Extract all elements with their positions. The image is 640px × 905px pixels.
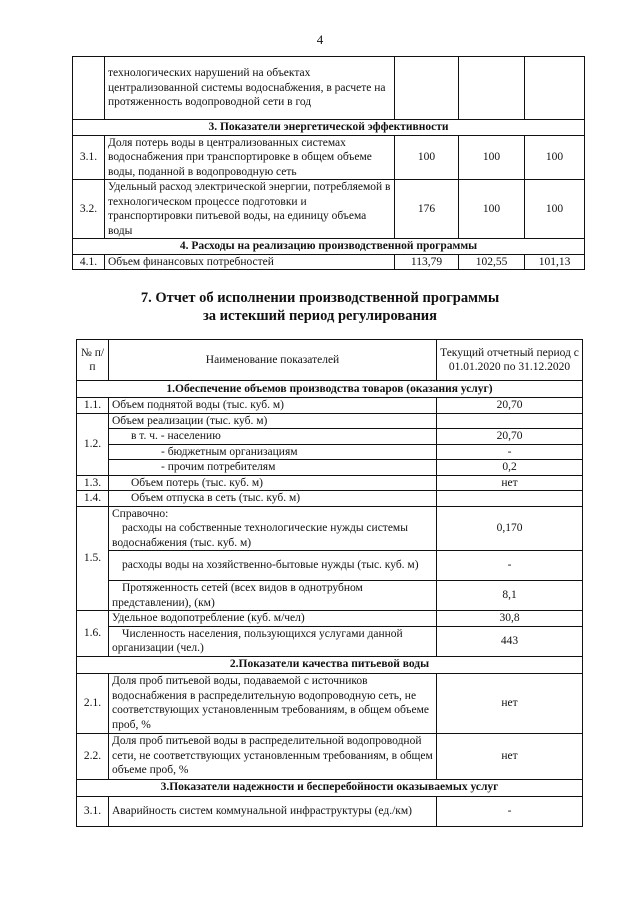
row-number: 1.2. [77,413,109,475]
indicator-name: Объем реализации (тыс. куб. м) [109,413,437,429]
value-cell: 102,55 [459,254,525,270]
indicator-name: Объем отпуска в сеть (тыс. куб. м) [109,491,437,507]
indicator-name: Численность населения, пользующихся услугами данной организации (чел.) [109,626,437,656]
section-title: 3. Показатели энергетической эффективности [73,120,585,136]
value-cell: 101,13 [525,254,585,270]
header-number: № п/п [77,340,109,381]
section-row [73,239,585,255]
value-cell: - [437,444,583,460]
table-row [77,491,583,507]
table-row [77,796,583,826]
indicator-name [109,506,437,551]
table-row [77,429,583,445]
top-table [72,56,585,270]
value-cell: нет [437,733,583,779]
indicator-name: Удельный расход электрической энергии, потребляемой в технологическом процессе подготовки и транспортировки питьевой воды, на единицу объема воды [105,180,395,239]
table-row [77,413,583,429]
value-cell: 20,70 [437,398,583,414]
report-table [76,339,583,827]
value-cell [395,57,459,120]
value-cell: 113,79 [395,254,459,270]
indicator-name: - прочим потребителям [109,460,437,476]
row-number: 3.1. [77,796,109,826]
indicator-name: в т. ч. - населению [109,429,437,445]
value-cell: 100 [525,180,585,239]
table-row [77,444,583,460]
reference-label: Справочно: [112,507,169,520]
page-number: 4 [316,32,324,47]
header-period: Текущий отчетный период с 01.01.2020 по 31.12.2020 [437,340,583,381]
value-cell [525,57,585,120]
sub-indicator: расходы на собственные технологические нужды системы водоснабжения (тыс. куб. м) [112,522,408,549]
indicator-name: Доля потерь воды в централизованных системах водоснабжения при транспортировке в общем объеме воды, поданной в водопроводную сеть [105,135,395,180]
table-row [77,460,583,476]
table-row [77,611,583,627]
section-row [73,120,585,136]
indicator-name: Объем поднятой воды (тыс. куб. м) [109,398,437,414]
indicator-name: Аварийность систем коммунальной инфраструктуры (ед./км) [109,796,437,826]
value-cell: нет [437,673,583,733]
table-row [77,551,583,581]
value-cell: 100 [459,180,525,239]
value-cell: 100 [395,135,459,180]
indicator-name: расходы воды на хозяйственно-бытовые нужды (тыс. куб. м) [109,551,437,581]
indicator-name: Удельное водопотребление (куб. м/чел) [109,611,437,627]
header-name: Наименование показателей [109,340,437,381]
row-number: 1.6. [77,611,109,657]
indicator-name: Протяженность сетей (всех видов в однотрубном представлении), (км) [109,581,437,611]
row-number: 1.3. [77,475,109,491]
table-row [77,581,583,611]
row-number: 3.1. [73,135,105,180]
header-row [77,340,583,381]
table-row [77,733,583,779]
table-row [77,673,583,733]
section-row [77,779,583,796]
table-row [77,506,583,551]
row-number: 4.1. [73,254,105,270]
section-title: 3.Показатели надежности и бесперебойности оказываемых услуг [77,779,583,796]
table-row [73,180,585,239]
value-cell [437,491,583,507]
indicator-name: технологических нарушений на объектах централизованной системы водоснабжения, в расчете на протяженность водопроводной сети в год [105,57,395,120]
value-cell: 30,8 [437,611,583,627]
section-title: 4. Расходы на реализацию производственной программы [73,239,585,255]
value-cell [459,57,525,120]
indicator-name: Объем финансовых потребностей [105,254,395,270]
row-number: 3.2. [73,180,105,239]
section-7-title: 7. Отчет об исполнении производственной программы [140,290,500,306]
row-number: 1.4. [77,491,109,507]
section-row [77,381,583,398]
section-row [77,656,583,673]
table-row [73,57,585,120]
table-row [77,626,583,656]
value-cell: - [437,796,583,826]
value-cell: 20,70 [437,429,583,445]
table-row [73,254,585,270]
value-cell: 100 [459,135,525,180]
value-cell: нет [437,475,583,491]
indicator-name: Доля проб питьевой воды, подаваемой с источников водоснабжения в распределительную водопроводную сеть, не соответствующих установленным требованиям, в общем объеме проб, % [109,673,437,733]
value-cell: 8,1 [437,581,583,611]
row-number: 2.1. [77,673,109,733]
value-cell: 176 [395,180,459,239]
row-number: 1.1. [77,398,109,414]
value-cell: 0,170 [437,506,583,551]
value-cell: 443 [437,626,583,656]
value-cell: - [437,551,583,581]
table-row [77,475,583,491]
section-7-subtitle: за истекший период регулирования [202,308,438,324]
row-number [73,57,105,120]
indicator-name: Доля проб питьевой воды в распределительной водопроводной сети, не соответствующих установленным требованиям, в общем объеме проб, % [109,733,437,779]
table-row [77,398,583,414]
section-title: 1.Обеспечение объемов производства товаров (оказания услуг) [77,381,583,398]
value-cell [437,413,583,429]
indicator-name: Объем потерь (тыс. куб. м) [109,475,437,491]
indicator-name: - бюджетным организациям [109,444,437,460]
row-number: 2.2. [77,733,109,779]
table-row [73,135,585,180]
section-title: 2.Показатели качества питьевой воды [77,656,583,673]
row-number: 1.5. [77,506,109,611]
value-cell: 100 [525,135,585,180]
value-cell: 0,2 [437,460,583,476]
